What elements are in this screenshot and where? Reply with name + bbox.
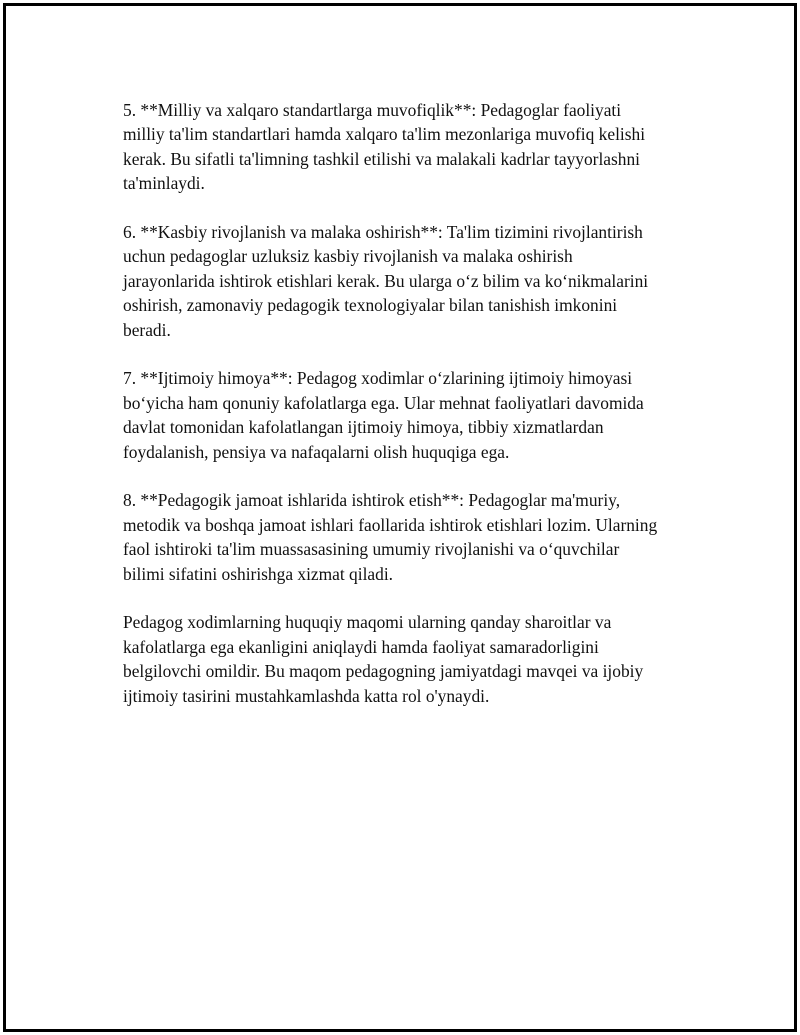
document-page	[3, 3, 797, 1032]
document-body	[123, 98, 703, 732]
paragraph-item-5: 5. **Milliy va xalqaro standartlarga muvofiqlik**: Pedagoglar faoliyati milliy ta'lim standartlari hamda xalqaro ta'lim mezonlariga muvofiq kelishi kerak. Bu sifatli ta'limning tashkil etilishi va malakali kadrlar tayyorlashni ta'minlaydi.	[123, 100, 646, 194]
paragraph-item-7: 7. **Ijtimoiy himoya**: Pedagog xodimlar o‘zlarining ijtimoiy himoyasi bo‘yicha ham qonuniy kafolatlarga ega. Ular mehnat faoliyatlari davomida davlat tomonidan kafolatlangan ijtimoiy himoya, tibbiy xizmatlardan foydalanish, pensiya va nafaqalarni olish huquqiga ega.	[123, 368, 644, 462]
conclusion-paragraph: Pedagog xodimlarning huquqiy maqomi ularning qanday sharoitlar va kafolatlarga ega ekanligini aniqlaydi hamda faoliyat samaradorligini belgilovchi omildir. Bu maqom pedagogning jamiyatdagi mavqei va ijobiy ijtimoiy tasirini mustahkamlashda katta rol o'ynaydi.	[123, 612, 644, 706]
paragraph-item-6: 6. **Kasbiy rivojlanish va malaka oshirish**: Ta'lim tizimini rivojlantirish uchun pedagoglar uzluksiz kasbiy rivojlanish va malaka oshirish jarayonlarida ishtirok etishlari kerak. Bu ularga o‘z bilim va ko‘nikmalarini oshirish, zamonaviy pedagogik texnologiyalar bilan tanishish imkonini beradi.	[123, 222, 649, 340]
paragraph-item-8: 8. **Pedagogik jamoat ishlarida ishtirok etish**: Pedagoglar ma'muriy, metodik va boshqa jamoat ishlari faollarida ishtirok etishlari lozim. Ularning faol ishtiroki ta'lim muassasasining umumiy rivojlanishi va o‘quvchilar bilimi sifatini oshirishga xizmat qiladi.	[123, 490, 658, 584]
